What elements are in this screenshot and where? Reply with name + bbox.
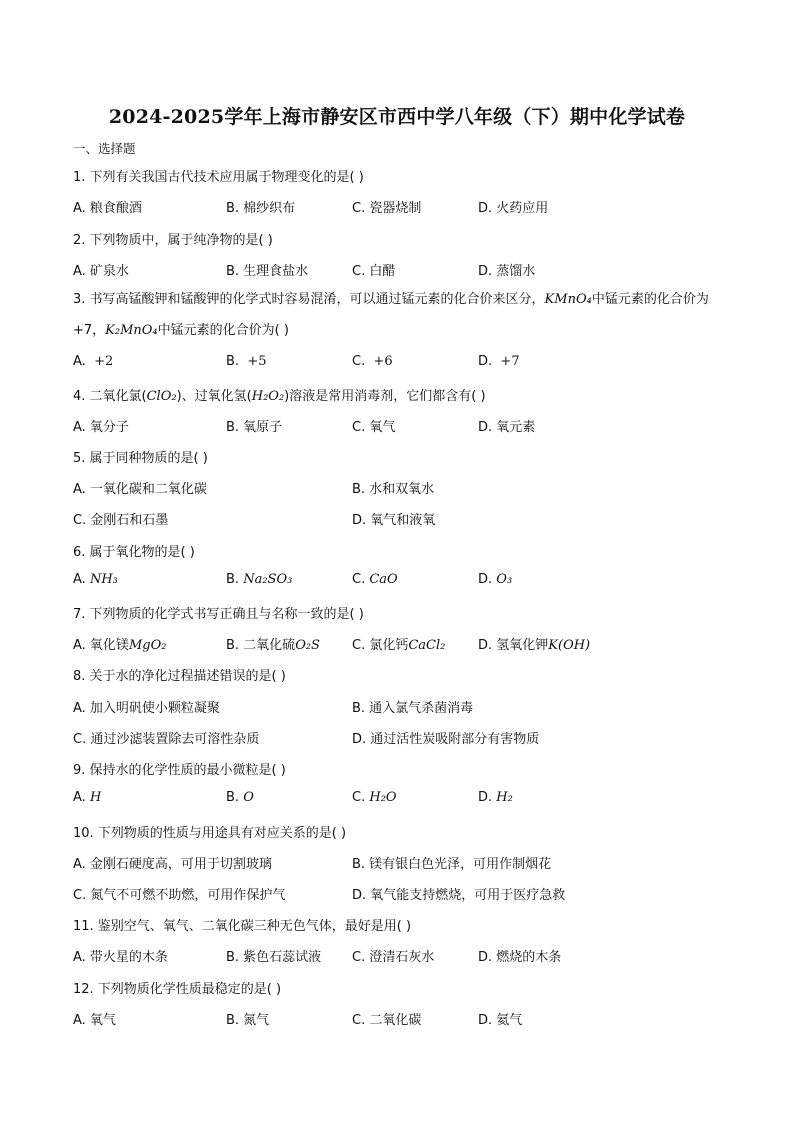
question-1-stem: 1. 下列有关我国古代技术应用属于物理变化的是( ) [73, 170, 364, 185]
q3-option-d[interactable] [478, 354, 520, 369]
question-9-options [0, 790, 794, 808]
q6-option-c-letter: C. [352, 572, 366, 587]
q2-option-b[interactable]: B. 生理食盐水 [226, 264, 309, 279]
question-6-options [0, 572, 794, 590]
q8-option-b[interactable]: B. 通入氯气杀菌消毒 [352, 701, 474, 716]
q6-option-d-formula: O₃ [496, 572, 513, 587]
q1-option-d[interactable]: D. 火药应用 [478, 201, 549, 216]
question-10-stem: 10. 下列物质的性质与用途具有对应关系的是( ) [73, 826, 347, 841]
question-1-options [0, 197, 794, 215]
q4-option-d[interactable]: D. 氧元素 [478, 420, 536, 435]
q9-option-a[interactable] [73, 790, 101, 805]
question-7-options [0, 634, 794, 652]
q3-option-b-value: +5 [247, 354, 267, 369]
q9-option-c[interactable] [352, 790, 397, 805]
q6-option-c[interactable] [352, 572, 398, 587]
q8-option-d[interactable]: D. 通过活性炭吸附部分有害物质 [352, 732, 540, 747]
q5-option-d[interactable]: D. 氧气和液氧 [352, 513, 436, 528]
q7-option-c-name: C. 氯化钙 [352, 638, 409, 653]
q10-option-c[interactable]: C. 氮气不可燃不助燃，可用作保护气 [73, 888, 286, 903]
section-heading: 一、选择题 [73, 141, 136, 156]
question-2-stem: 2. 下列物质中，属于纯净物的是( ) [73, 233, 273, 248]
q3-option-c-value: +6 [373, 354, 393, 369]
question-5-options-row-2 [0, 509, 794, 527]
q2-option-c[interactable]: C. 白醋 [352, 264, 396, 279]
q10-option-b[interactable]: B. 镁有银白色光泽，可用作制烟花 [352, 857, 552, 872]
q9-option-c-letter: C. [352, 790, 366, 805]
q6-option-c-formula: CaO [369, 572, 398, 587]
question-4-options [0, 416, 794, 434]
q6-option-a[interactable] [73, 572, 118, 587]
question-10-options-row-2 [0, 884, 794, 902]
q4-option-a[interactable]: A. 氧分子 [73, 420, 129, 435]
q1-option-b[interactable]: B. 棉纱织布 [226, 201, 296, 216]
q10-option-a[interactable]: A. 金刚石硬度高，可用于切割玻璃 [73, 857, 272, 872]
q9-option-b-letter: B. [226, 790, 240, 805]
q3-option-a-value: +2 [94, 354, 114, 369]
q5-option-c[interactable]: C. 金刚石和石墨 [73, 513, 169, 528]
q6-option-a-formula: NH₃ [89, 572, 118, 587]
q11-option-d[interactable]: D. 燃烧的木条 [478, 950, 562, 965]
q12-option-a[interactable]: A. 氧气 [73, 1013, 116, 1028]
q3-option-d-value: +7 [500, 354, 520, 369]
q2-option-a[interactable]: A. 矿泉水 [73, 264, 129, 279]
question-11-options [0, 946, 794, 964]
q9-option-b[interactable] [226, 790, 254, 805]
q5-option-a[interactable]: A. 一氧化碳和二氧化碳 [73, 482, 207, 497]
question-8-stem: 8. 关于水的净化过程描述错误的是( ) [73, 669, 286, 684]
q9-option-c-formula: H₂O [369, 790, 397, 805]
question-7-stem: 7. 下列物质的化学式书写正确且与名称一致的是( ) [73, 607, 364, 622]
q3-option-a[interactable] [73, 354, 113, 369]
q2-option-d[interactable]: D. 蒸馏水 [478, 264, 536, 279]
q4-formula-clo2: ClO₂ [146, 389, 177, 404]
question-8-options-row-2 [0, 728, 794, 746]
q12-option-c[interactable]: C. 二氧化碳 [352, 1013, 422, 1028]
q3-option-d-letter: D. [478, 354, 493, 369]
q7-option-a-name: A. 氧化镁 [73, 638, 129, 653]
q4-formula-h2o2: H₂O₂ [251, 389, 285, 404]
q6-option-b[interactable] [226, 572, 292, 587]
question-10-options-row-1 [0, 853, 794, 871]
q10-option-d[interactable]: D. 氧气能支持燃烧，可用于医疗急救 [352, 888, 566, 903]
question-5-stem: 5. 属于同种物质的是( ) [73, 451, 208, 466]
q3-option-c[interactable] [352, 354, 393, 369]
question-5-options-row-1 [0, 478, 794, 496]
q7-option-d-name: D. 氢氧化钾 [478, 638, 549, 653]
question-8-options-row-1 [0, 697, 794, 715]
q11-option-a[interactable]: A. 带火星的木条 [73, 950, 168, 965]
q6-option-b-letter: B. [226, 572, 240, 587]
q3-formula-kmno4: KMnO₄ [544, 292, 592, 307]
q7-option-a[interactable] [73, 634, 166, 653]
q9-option-a-formula: H [89, 790, 102, 805]
q7-option-c[interactable] [352, 634, 445, 653]
q9-option-d-letter: D. [478, 790, 493, 805]
q7-option-c-formula: CaCl₂ [408, 638, 446, 653]
q3-option-b-letter: B. [226, 354, 240, 369]
q12-option-d[interactable]: D. 氦气 [478, 1013, 523, 1028]
question-2-options [0, 260, 794, 278]
q4-stem-part-c: )溶液是常用消毒剂，它们都含有( ) [284, 389, 486, 404]
q7-option-b-formula: O₂S [295, 638, 320, 653]
q9-option-a-letter: A. [73, 790, 86, 805]
q3-option-b[interactable] [226, 354, 267, 369]
q7-option-d[interactable] [478, 634, 590, 653]
question-12-stem: 12. 下列物质化学性质最稳定的是( ) [73, 982, 282, 997]
q4-option-c[interactable]: C. 氧气 [352, 420, 396, 435]
q12-option-b[interactable]: B. 氮气 [226, 1013, 270, 1028]
q3-stem-part-b: 中锰元素的化合价为 +7， [73, 292, 709, 338]
q1-option-a[interactable]: A. 粮食酿酒 [73, 201, 142, 216]
question-11-stem: 11. 鉴别空气、氧气、二氧化碳三种无色气体，最好是用( ) [73, 919, 412, 934]
q4-option-b[interactable]: B. 氧原子 [226, 420, 283, 435]
q9-option-d-formula: H₂ [496, 790, 513, 805]
q8-option-c[interactable]: C. 通过沙滤装置除去可溶性杂质 [73, 732, 260, 747]
q3-stem-part-c: 中锰元素的化合价为( ) [157, 323, 289, 338]
q7-option-a-formula: MgO₂ [128, 638, 167, 653]
question-12-options [0, 1009, 794, 1027]
q7-option-b[interactable] [226, 634, 320, 653]
q11-option-b[interactable]: B. 紫色石蕊试液 [226, 950, 322, 965]
exam-title: 2024-2025学年上海市静安区市西中学八年级（下）期中化学试卷 [108, 106, 686, 128]
q1-option-c[interactable]: C. 瓷器烧制 [352, 201, 422, 216]
q7-option-b-name: B. 二氧化硫 [226, 638, 296, 653]
q4-stem-part-a: 4. 二氧化氯( [73, 389, 147, 404]
q3-stem-part-a: 3. 书写高锰酸钾和锰酸钾的化学式时容易混淆，可以通过锰元素的化合价来区分， [73, 292, 545, 307]
q5-option-b[interactable]: B. 水和双氧水 [352, 482, 435, 497]
q11-option-c[interactable]: C. 澄清石灰水 [352, 950, 435, 965]
q7-option-d-formula: K(OH) [548, 638, 591, 653]
q3-formula-k2mno4: K₂MnO₄ [105, 323, 158, 338]
q9-option-b-formula: O [243, 790, 254, 805]
q6-option-d[interactable] [478, 572, 512, 587]
q6-option-d-letter: D. [478, 572, 493, 587]
question-6-stem: 6. 属于氧化物的是( ) [73, 545, 195, 560]
q9-option-d[interactable] [478, 790, 513, 805]
q6-option-a-letter: A. [73, 572, 86, 587]
q3-option-a-letter: A. [73, 354, 86, 369]
question-3-stem [73, 284, 723, 346]
q6-option-b-formula: Na₂SO₃ [243, 572, 293, 587]
question-9-stem: 9. 保持水的化学性质的最小微粒是( ) [73, 763, 286, 778]
question-3-options [0, 354, 794, 372]
question-4-stem [73, 385, 486, 404]
q4-stem-part-b: )、过氧化氢( [176, 389, 252, 404]
q3-option-c-letter: C. [352, 354, 366, 369]
q8-option-a[interactable]: A. 加入明矾使小颗粒凝聚 [73, 701, 220, 716]
